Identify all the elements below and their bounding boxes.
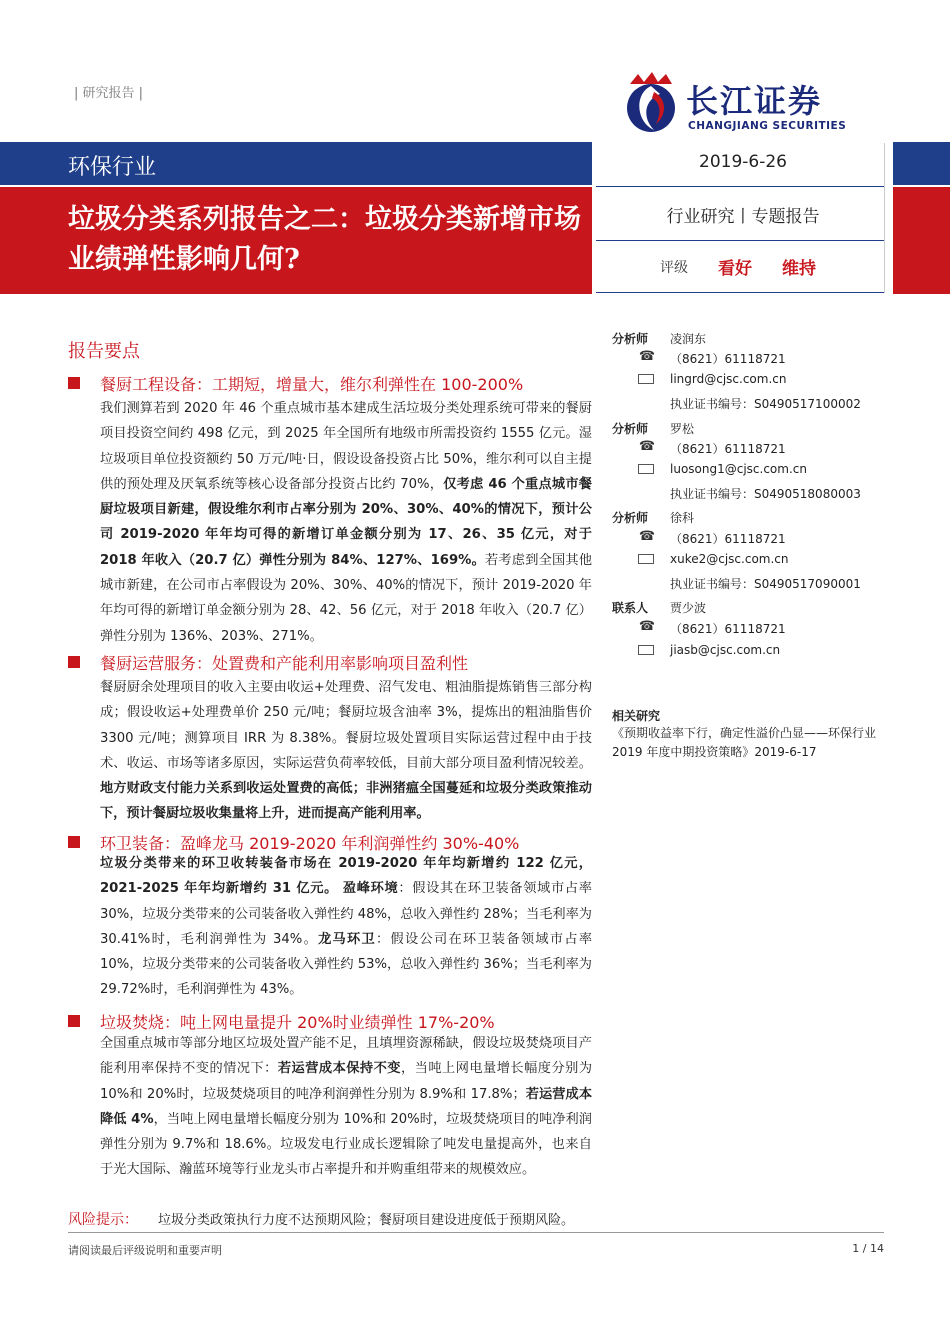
text-segment: ：假设公司在环卫装备领域市占率 10%，垃圾分类带来的公司装备收入弹性约 53%，总收入弹性约 36%；当毛利率为 29.72%时，毛利润弹性为 43%。 (100, 931, 593, 998)
contact-phone: （8621）61118721 (670, 352, 786, 366)
mail-icon (638, 464, 654, 474)
mail-icon (638, 645, 654, 655)
industry-label: 环保行业 (68, 155, 157, 180)
rating-action: 维持 (782, 259, 816, 279)
rating-label: 评级 (660, 260, 688, 276)
text-segment: 仅考虑 46 个重点城市餐厨垃圾项目新建，假设维尔利市占率分别为 20%、30%、40%的情况下，预计公司 2019-2020 年年均可得的新增订单金额分别为 17、26、35 亿元，对于 2018 年收入（20.7 亿）弹性分别为 84%、127%、169%。 (100, 476, 592, 568)
report-title: 垃圾分类系列报告之二：垃圾分类新增市场业绩弹性影响几何? (68, 204, 581, 275)
contact-email[interactable]: xuke2@cjsc.com.cn (670, 552, 789, 566)
contact-email[interactable]: lingrd@cjsc.com.cn (670, 372, 787, 386)
point-heading: 垃圾焚烧：吨上网电量提升 20%时业绩弹性 17%-20% (100, 1013, 495, 1032)
report-date: 2019-6-26 (699, 152, 787, 172)
logo-chinese-name: 长江证券 (686, 82, 823, 120)
section-title: 报告要点 (68, 341, 140, 362)
text-segment: 全国重点城市等部分地区垃圾处置产能不足，且填埋资源稀缺，假设垃圾焚烧项目产能利用率保持不变的情况下： (100, 1036, 592, 1077)
text-segment: 若运营成本保持不变 (277, 1061, 401, 1077)
contact-name: 徐科 (670, 511, 695, 525)
contact-cert: 执业证书编号：S0490517090001 (670, 577, 861, 591)
phone-icon: ☎ (638, 619, 656, 634)
contact-phone: （8621）61118721 (670, 622, 786, 636)
text-segment: 龙马环卫 (318, 931, 377, 947)
bullet-icon (68, 656, 80, 668)
phone-icon: ☎ (638, 439, 656, 454)
contact-email[interactable]: luosong1@cjsc.com.cn (670, 462, 807, 476)
report-type: 行业研究丨专题报告 (666, 207, 820, 227)
point-body (100, 675, 592, 827)
contact-phone: （8621）61118721 (670, 442, 786, 456)
contact-phone: （8621）61118721 (670, 532, 786, 546)
point-body (100, 851, 592, 1003)
contact-cert: 执业证书编号：S0490517100002 (670, 397, 861, 411)
logo-english-name: CHANGJIANG SECURITIES (688, 120, 847, 132)
contact-name: 罗松 (670, 422, 695, 436)
footer-divider (68, 1232, 884, 1233)
text-segment: ，当吨上网电量增长幅度分别为 10%和 20%时，垃圾焚烧项目的吨净利润弹性分别为 8.9%和 17.8%； (100, 1061, 592, 1102)
text-segment: 餐厨厨余处理项目的收入主要由收运+处理费、沼气发电、粗油脂提炼销售三部分构成；假设收运+处理费单价 250 元/吨；餐厨垃圾含油率 3%，提炼出的粗油脂售价 3300 元/吨；测算项目 IRR 为 8.38%。餐厨垃圾处置项目实际运营过程中由于技术、收运、市场等诸多原因，实际运营负荷率较低，目前大部分项目盈利情况较差。 (100, 680, 592, 771)
contact-role: 分析师 (612, 422, 649, 436)
text-segment: 若考虑到全国其他城市新建，在公司市占率假设为 20%、30%、40%的情况下，预计 2019-2020 年年均可得的新增订单金额分别为 28、42、56 亿元，对于 2018 年收入（20.7 亿）弹性分别为 136%、203%、271%。 (100, 552, 593, 644)
point-heading: 餐厨工程设备：工期短，增量大，维尔利弹性在 100-200% (100, 375, 524, 394)
bullet-icon (68, 836, 80, 848)
point-body (100, 1031, 592, 1183)
contact-role: 联系人 (612, 601, 649, 615)
contact-email[interactable]: jiasb@cjsc.com.cn (670, 643, 781, 657)
page-number: 1 / 14 (852, 1242, 884, 1255)
point-body (100, 396, 592, 649)
contact-role: 分析师 (612, 332, 649, 346)
industry-banner-right (893, 142, 950, 185)
text-segment: 我们测算若到 2020 年 46 个重点城市基本建成生活垃圾分类处理系统可带来的餐厨项目投资空间约 498 亿元，到 2025 年全国所有地级市所需投资约 1555 亿元。湿垃圾项目单位投资额约 50 万元/吨·日，假设设备投资占比 50%，维尔利可以自主提供的预处理及厌氧系统等核心设备部分投资占比约 70%， (100, 401, 592, 492)
text-segment: ，当吨上网电量增长幅度分别为 10%和 20%时，垃圾焚烧项目的吨净利润弹性分别为 9.7%和 18.6%。垃圾发电行业成长逻辑除了吨发电量提高外，也来自于光大国际、瀚蓝环境等行业龙头市占率提升和并购重组带来的规模效应。 (100, 1111, 592, 1178)
mail-icon (638, 554, 654, 564)
related-research-item[interactable]: 《预期收益率下行，确定性溢价凸显——环保行业 2019 年度中期投资策略》2019-6-17 (612, 726, 877, 759)
contact-role: 分析师 (612, 511, 649, 525)
divider (596, 292, 884, 293)
point-heading: 餐厨运营服务：处置费和产能利用率影响项目盈利性 (100, 654, 469, 673)
contact-name: 贾少波 (670, 601, 707, 615)
mail-icon (638, 374, 654, 384)
point-heading: 环卫装备：盈峰龙马 2019-2020 年利润弹性约 30%-40% (100, 834, 520, 853)
report-tag: | 研究报告 | (74, 86, 144, 101)
bullet-icon (68, 1015, 80, 1027)
text-segment: 若运营成本降低 4% (100, 1086, 593, 1127)
risk-label: 风险提示： (68, 1212, 138, 1228)
contact-name: 凌润东 (670, 332, 707, 346)
phone-icon: ☎ (638, 349, 656, 364)
text-segment: 垃圾分类带来的环卫收转装备市场在 2019-2020 年年均新增约 122 亿元，2021-2025 年年均新增约 31 亿元。 (100, 856, 592, 897)
bullet-icon (68, 377, 80, 389)
phone-icon: ☎ (638, 529, 656, 544)
footer-disclaimer: 请阅读最后评级说明和重要声明 (68, 1244, 222, 1257)
dragon-logo-icon (624, 70, 680, 136)
divider (596, 186, 884, 187)
company-logo (624, 70, 884, 142)
risk-text: 垃圾分类政策执行力度不达预期风险；餐厨项目建设进度低于预期风险。 (158, 1213, 575, 1228)
divider (596, 240, 884, 241)
title-banner-right (893, 187, 950, 294)
rating-value: 看好 (718, 259, 752, 279)
contact-cert: 执业证书编号：S0490518080003 (670, 487, 861, 501)
related-research-title: 相关研究 (612, 709, 661, 723)
text-segment: 盈峰环境 (342, 881, 399, 897)
text-segment: 地方财政支付能力关系到收运处置费的高低；非洲猪瘟全国蔓延和垃圾分类政策推动下，预计餐厨垃圾收集量将上升，进而提高产能利用率。 (100, 781, 592, 822)
text-segment: ：假设其在环卫装备领域市占率 30%，垃圾分类带来的公司装备收入弹性约 48%，总收入弹性约 28%；当毛利率为 30.41%时，毛利润弹性为 34%。 (100, 881, 592, 947)
